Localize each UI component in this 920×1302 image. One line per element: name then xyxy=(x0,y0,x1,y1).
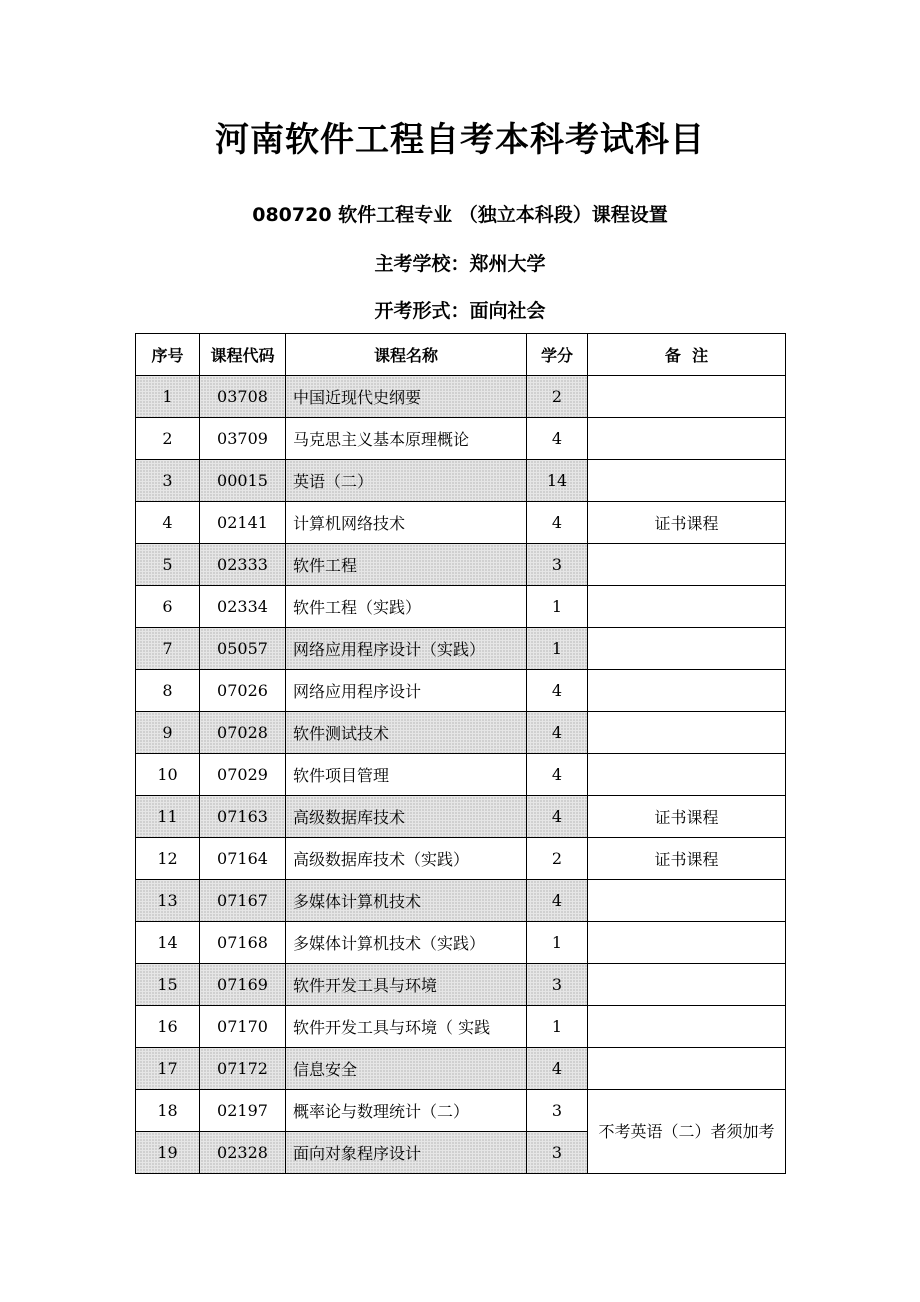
cell-course-name: 面向对象程序设计 xyxy=(286,1132,527,1174)
cell-code: 07169 xyxy=(200,964,286,1006)
cell-course-name: 概率论与数理统计（二） xyxy=(286,1090,527,1132)
table-row xyxy=(136,544,786,586)
cell-credits: 2 xyxy=(527,376,588,418)
cell-code: 02334 xyxy=(200,586,286,628)
cell-credits: 4 xyxy=(527,502,588,544)
program-subtitle: 080720 软件工程专业 （独立本科段）课程设置 xyxy=(252,204,668,226)
cell-index: 8 xyxy=(136,670,200,712)
cell-note: 证书课程 xyxy=(588,838,786,880)
table-row xyxy=(136,586,786,628)
table-row xyxy=(136,1006,786,1048)
cell-code: 02328 xyxy=(200,1132,286,1174)
cell-index: 18 xyxy=(136,1090,200,1132)
table-row xyxy=(136,1048,786,1090)
cell-note xyxy=(588,586,786,628)
table-row xyxy=(136,712,786,754)
cell-course-name: 马克思主义基本原理概论 xyxy=(286,418,527,460)
cell-note xyxy=(588,922,786,964)
cell-course-name: 网络应用程序设计 xyxy=(286,670,527,712)
cell-credits: 4 xyxy=(527,712,588,754)
cell-course-name: 高级数据库技术（实践） xyxy=(286,838,527,880)
table-row xyxy=(136,502,786,544)
table-row xyxy=(136,796,786,838)
cell-course-name: 软件工程 xyxy=(286,544,527,586)
cell-code: 03708 xyxy=(200,376,286,418)
cell-code: 07172 xyxy=(200,1048,286,1090)
table-row xyxy=(136,670,786,712)
table-row xyxy=(136,964,786,1006)
cell-note xyxy=(588,544,786,586)
cell-code: 07028 xyxy=(200,712,286,754)
cell-index: 1 xyxy=(136,376,200,418)
cell-course-name: 计算机网络技术 xyxy=(286,502,527,544)
cell-course-name: 软件工程（实践） xyxy=(286,586,527,628)
cell-note xyxy=(588,376,786,418)
cell-credits: 4 xyxy=(527,880,588,922)
cell-index: 14 xyxy=(136,922,200,964)
table-row xyxy=(136,880,786,922)
cell-index: 9 xyxy=(136,712,200,754)
table-row xyxy=(136,418,786,460)
table-row xyxy=(136,1090,786,1132)
cell-code: 07167 xyxy=(200,880,286,922)
header-note: 备 注 xyxy=(588,334,786,376)
cell-credits: 3 xyxy=(527,1132,588,1174)
cell-credits: 14 xyxy=(527,460,588,502)
table-row xyxy=(136,838,786,880)
cell-course-name: 多媒体计算机技术（实践） xyxy=(286,922,527,964)
cell-credits: 2 xyxy=(527,838,588,880)
cell-index: 12 xyxy=(136,838,200,880)
cell-code: 03709 xyxy=(200,418,286,460)
cell-index: 11 xyxy=(136,796,200,838)
cell-course-name: 软件项目管理 xyxy=(286,754,527,796)
cell-code: 07168 xyxy=(200,922,286,964)
cell-code: 02141 xyxy=(200,502,286,544)
header-name: 课程名称 xyxy=(286,334,527,376)
cell-course-name: 高级数据库技术 xyxy=(286,796,527,838)
cell-index: 13 xyxy=(136,880,200,922)
course-table-body xyxy=(136,376,786,1174)
cell-course-name: 中国近现代史纲要 xyxy=(286,376,527,418)
cell-note xyxy=(588,964,786,1006)
cell-credits: 1 xyxy=(527,586,588,628)
cell-code: 02333 xyxy=(200,544,286,586)
cell-credits: 4 xyxy=(527,670,588,712)
cell-code: 00015 xyxy=(200,460,286,502)
cell-code: 07026 xyxy=(200,670,286,712)
cell-note xyxy=(588,712,786,754)
table-row xyxy=(136,460,786,502)
table-header-row xyxy=(136,334,786,376)
exam-form: 开考形式：面向社会 xyxy=(374,300,546,322)
course-table xyxy=(135,333,786,1174)
host-school: 主考学校：郑州大学 xyxy=(374,253,546,275)
cell-credits: 3 xyxy=(527,964,588,1006)
cell-note: 证书课程 xyxy=(588,796,786,838)
cell-code: 05057 xyxy=(200,628,286,670)
cell-note xyxy=(588,418,786,460)
cell-credits: 1 xyxy=(527,922,588,964)
cell-index: 10 xyxy=(136,754,200,796)
header-index: 序号 xyxy=(136,334,200,376)
cell-note xyxy=(588,670,786,712)
cell-note xyxy=(588,460,786,502)
cell-index: 17 xyxy=(136,1048,200,1090)
cell-credits: 1 xyxy=(527,628,588,670)
cell-note xyxy=(588,628,786,670)
cell-index: 7 xyxy=(136,628,200,670)
cell-code: 07029 xyxy=(200,754,286,796)
cell-code: 02197 xyxy=(200,1090,286,1132)
table-row xyxy=(136,922,786,964)
cell-course-name: 软件开发工具与环境 xyxy=(286,964,527,1006)
cell-credits: 4 xyxy=(527,1048,588,1090)
cell-index: 16 xyxy=(136,1006,200,1048)
cell-index: 19 xyxy=(136,1132,200,1174)
cell-credits: 1 xyxy=(527,1006,588,1048)
cell-index: 3 xyxy=(136,460,200,502)
header-code: 课程代码 xyxy=(200,334,286,376)
cell-course-name: 英语（二） xyxy=(286,460,527,502)
cell-index: 15 xyxy=(136,964,200,1006)
cell-note xyxy=(588,1048,786,1090)
cell-course-name: 多媒体计算机技术 xyxy=(286,880,527,922)
table-row xyxy=(136,754,786,796)
document-title: 河南软件工程自考本科考试科目 xyxy=(215,120,705,160)
cell-credits: 4 xyxy=(527,418,588,460)
cell-code: 07170 xyxy=(200,1006,286,1048)
table-row xyxy=(136,376,786,418)
cell-code: 07163 xyxy=(200,796,286,838)
cell-note xyxy=(588,880,786,922)
cell-course-name: 网络应用程序设计（实践） xyxy=(286,628,527,670)
cell-credits: 4 xyxy=(527,754,588,796)
cell-index: 2 xyxy=(136,418,200,460)
cell-code: 07164 xyxy=(200,838,286,880)
cell-credits: 3 xyxy=(527,1090,588,1132)
cell-note: 不考英语（二）者须加考 xyxy=(588,1090,786,1174)
cell-note xyxy=(588,754,786,796)
cell-course-name: 信息安全 xyxy=(286,1048,527,1090)
header-credits: 学分 xyxy=(527,334,588,376)
cell-course-name: 软件测试技术 xyxy=(286,712,527,754)
cell-credits: 4 xyxy=(527,796,588,838)
table-row xyxy=(136,628,786,670)
cell-index: 4 xyxy=(136,502,200,544)
cell-note xyxy=(588,1006,786,1048)
cell-note: 证书课程 xyxy=(588,502,786,544)
cell-index: 5 xyxy=(136,544,200,586)
cell-credits: 3 xyxy=(527,544,588,586)
cell-course-name: 软件开发工具与环境（ 实践 xyxy=(286,1006,527,1048)
cell-index: 6 xyxy=(136,586,200,628)
